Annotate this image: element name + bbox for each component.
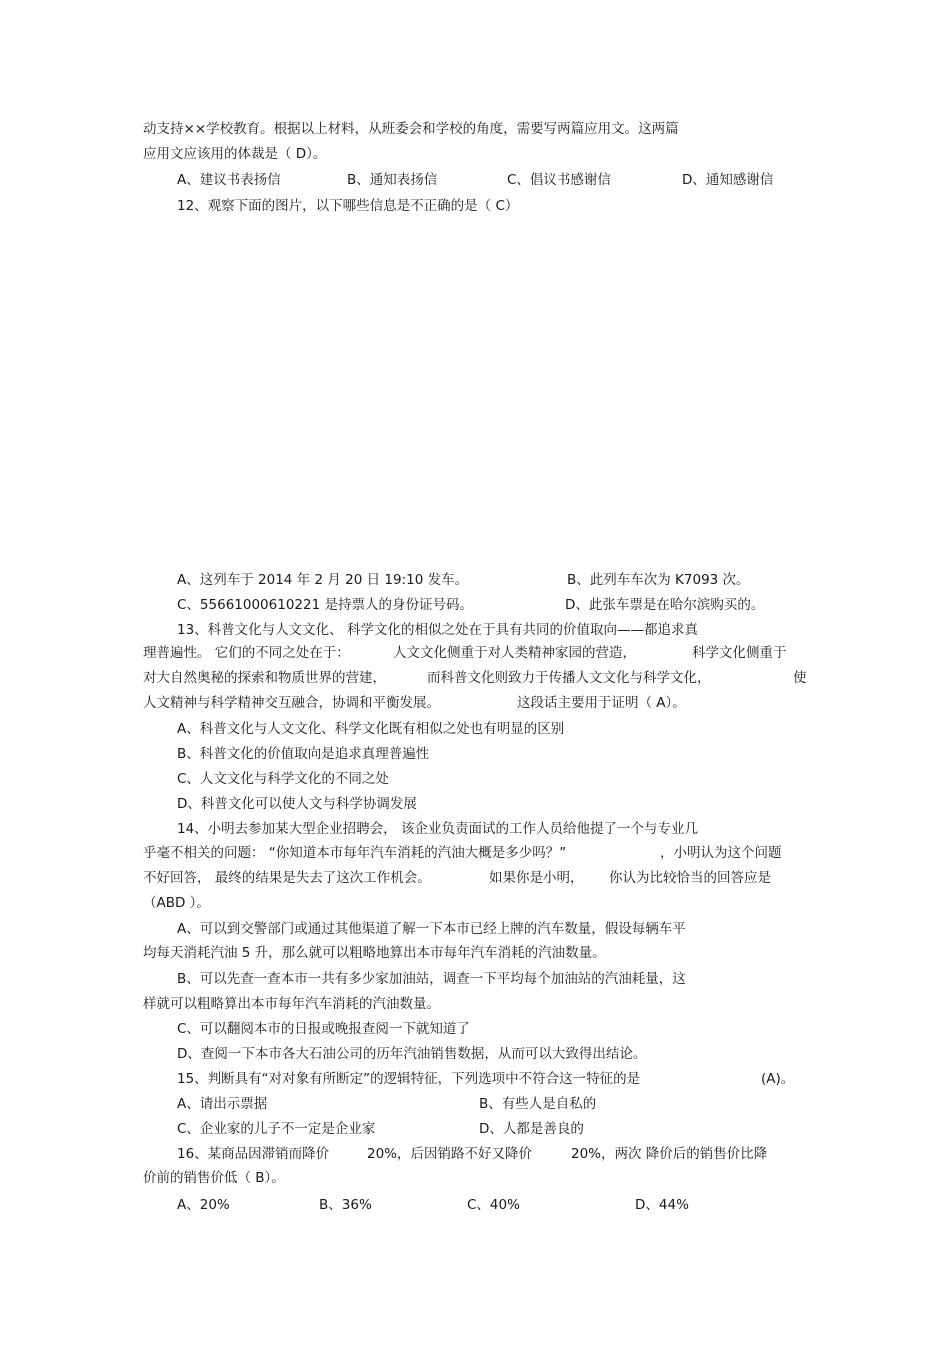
q13-text-2b: 人文文化侧重于对人类精神家园的营造，	[393, 645, 636, 661]
q16-text-1a: 16、某商品因滞销而降价	[177, 1146, 330, 1162]
q14-text-2b: ，小明认为这个问题	[660, 845, 782, 861]
q13-text-1: 13、科普文化与人文文化、 科学文化的相似之处在于具有共同的价值取向——都追求真	[177, 622, 698, 638]
q13-text-3a: 对大自然奥秘的探索和物质世界的营建，	[143, 670, 386, 686]
q16-option-a: A、20%	[177, 1197, 230, 1213]
q12-option-c: C、55661000610221 是持票人的身份证号码。	[177, 597, 473, 613]
q13-text-3c: 使	[793, 670, 807, 686]
q13-text-2a: 理普遍性。 它们的不同之处在于：	[143, 645, 350, 661]
q16-text-1c: 20%，两次 降价后的销售价比降	[571, 1146, 768, 1162]
q14-text-2a: 乎毫不相关的问题： “你知道本市每年汽车消耗的汽油大概是多少吗？”	[143, 845, 567, 861]
q15-option-b: B、有些人是自私的	[479, 1096, 597, 1112]
ticket-image-placeholder	[140, 225, 810, 555]
q14-text-4: （ABD ）。	[143, 895, 210, 911]
q14-option-c-text: C、可以翻阅本市的日报或晚报查阅一下就知道了	[177, 1021, 470, 1037]
q16-option-b: B、36%	[319, 1197, 372, 1213]
q13-text-4a: 人文精神与科学精神交互融合，协调和平衡发展。	[143, 695, 440, 711]
q16-text-1b: 20%，后因销路不好又降价	[367, 1146, 533, 1162]
q12-option-d: D、此张车票是在哈尔滨购买的。	[565, 597, 765, 613]
q12-option-a: A、这列车于 2014 年 2 月 20 日 19:10 发车。	[177, 572, 469, 588]
q16-option-c: C、40%	[467, 1197, 520, 1213]
q12-option-b: B、此列车车次为 K7093 次。	[567, 572, 750, 588]
q15-option-d: D、人都是善良的	[479, 1121, 584, 1137]
q16-option-d: D、44%	[635, 1197, 689, 1213]
q14-option-b-text-2: 样就可以粗略算出本市每年汽车消耗的汽油数量。	[143, 996, 440, 1012]
q16-text-2: 价前的销售价低（ B）。	[143, 1170, 285, 1186]
q15-option-c: C、企业家的儿子不一定是企业家	[177, 1121, 376, 1137]
q14-option-d-text: D、查阅一下本市各大石油公司的历年汽油销售数据，从而可以大致得出结论。	[177, 1046, 647, 1062]
q11-option-d: D、通知感谢信	[682, 172, 774, 188]
q11-text-2: 应用文应该用的体裁是（ D）。	[143, 146, 327, 162]
q13-text-2c: 科学文化侧重于	[692, 645, 787, 661]
q13-option-a-text: A、科普文化与人文文化、科学文化既有相似之处也有明显的区别	[177, 721, 565, 737]
q15-stem-text: 15、判断具有“对对象有所断定”的逻辑特征，下列选项中不符合这一特征的是	[177, 1071, 641, 1087]
q14-option-a-text-1: A、可以到交警部门或通过其他渠道了解一下本市已经上牌的汽车数量，假设每辆车平	[177, 921, 686, 937]
q14-text-1: 14、小明去参加某大型企业招聘会， 该企业负责面试的工作人员给他提了一个与专业几	[177, 821, 698, 837]
q11-option-a: A、建议书表扬信	[177, 172, 281, 188]
q14-text-3c: 你认为比较恰当的回答应是	[609, 870, 771, 886]
q14-text-3a: 不好回答， 最终的结果是失去了这次工作机会。	[143, 870, 431, 886]
q15-answer: (A)。	[761, 1071, 795, 1087]
q14-option-b-text-1: B、可以先查一查本市一共有多少家加油站，调查一下平均每个加油站的汽油耗量，这	[177, 971, 686, 987]
q13-text-4b: 这段话主要用于证明（ A）。	[517, 695, 686, 711]
q14-text-3b: 如果你是小明，	[489, 870, 584, 886]
q11-option-c: C、倡议书感谢信	[507, 172, 611, 188]
q13-text-3b: 而科普文化则致力于传播人文文化与科学文化，	[427, 670, 711, 686]
q13-option-b-text: B、科普文化的价值取向是追求真理普遍性	[177, 746, 430, 762]
q13-option-d-text: D、科普文化可以使人文与科学协调发展	[177, 796, 417, 812]
q14-option-a-text-2: 均每天消耗汽油 5 升，那么就可以粗略地算出本市每年汽车消耗的汽油数量。	[143, 945, 606, 961]
q12-stem-text: 12、观察下面的图片，以下哪些信息是不正确的是（ C）	[177, 198, 519, 214]
q11-text-1: 动支持××学校教育。根据以上材料，从班委会和学校的角度，需要写两篇应用文。这两篇	[143, 121, 679, 137]
q15-option-a: A、请出示票据	[177, 1096, 268, 1112]
q11-option-b: B、通知表扬信	[347, 172, 438, 188]
q13-option-c-text: C、人文文化与科学文化的不同之处	[177, 771, 389, 787]
